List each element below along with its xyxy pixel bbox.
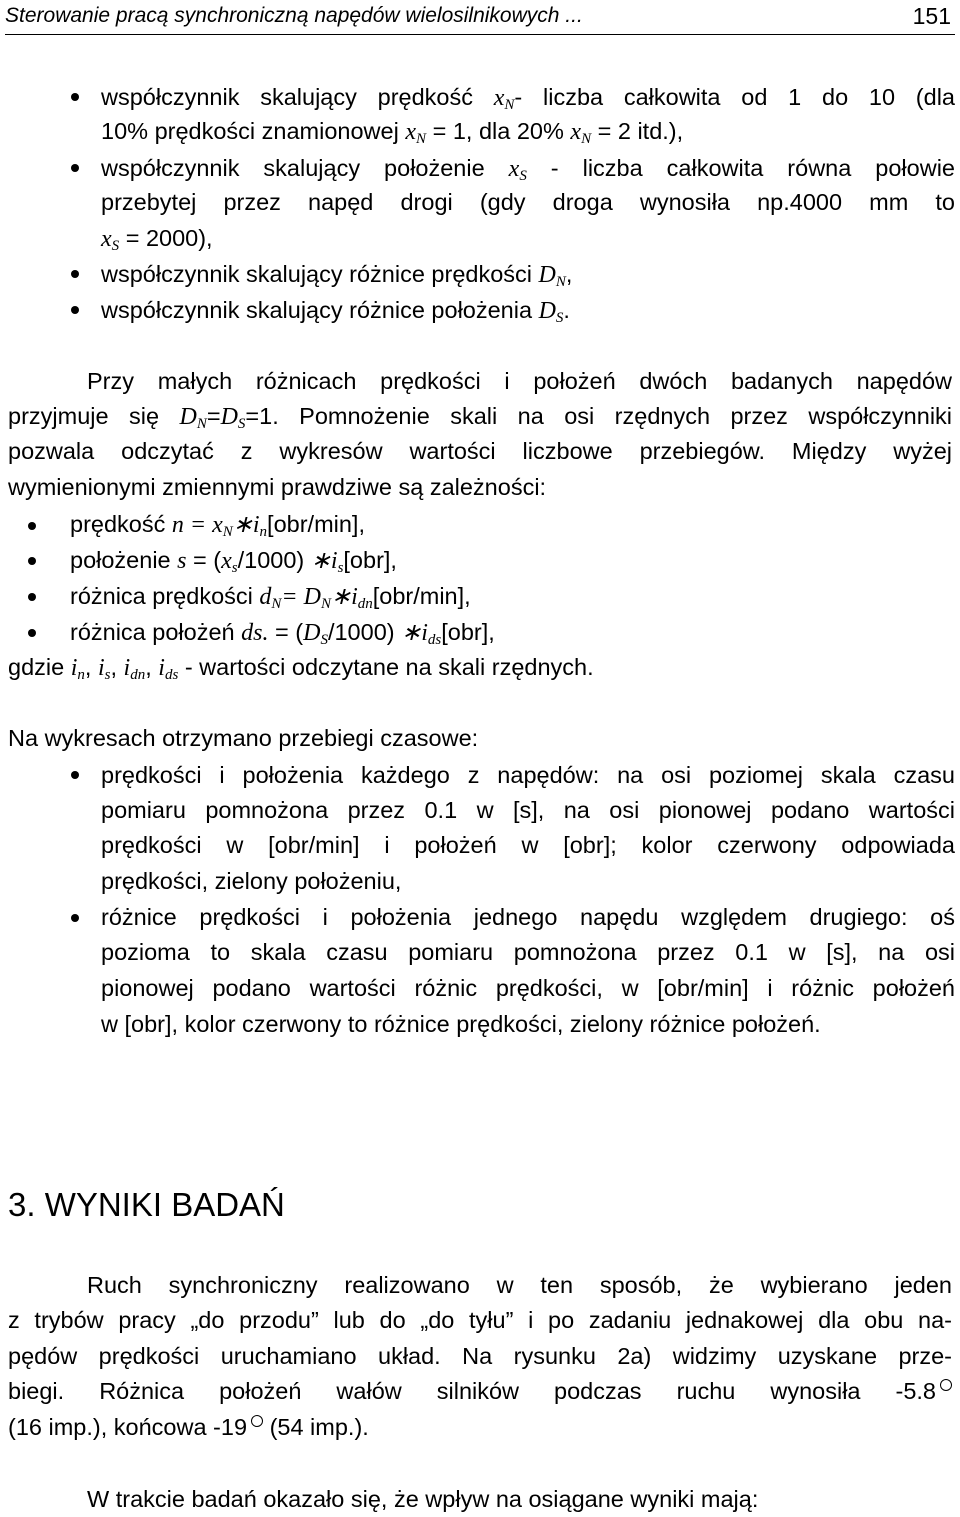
paragraph-line: Na wykresach otrzymano przebiegi czasowe:	[8, 725, 479, 751]
paragraph-line: pozwala odczytać z wykresów wartości liczbowe przebiegów. Między wyżej	[8, 438, 952, 464]
formula-speed: prędkość $n = x_N∗i_n[obr/\min]$,	[70, 511, 365, 540]
paragraph-line: pędów prędkości uruchamiano układ. Na rysunku 2a) widzimy uzyskane prze-	[8, 1343, 952, 1369]
paragraph-line: Ruch synchroniczny realizowano w ten sposób, że wybierano jeden	[87, 1272, 952, 1298]
bullet-dot	[71, 270, 79, 278]
bullet-dot	[71, 306, 79, 314]
paragraph-line: biegi. Różnica położeń wałów silników podczas ruchu wynosiła -5.8	[8, 1376, 952, 1406]
bullet-item-line: różnice prędkości i położenia jednego napędu względem drugiego: oś	[101, 904, 955, 930]
bullet-dot	[71, 914, 79, 922]
formula-position-diff: różnica położeń ds. = $(D_S/1000)$ $∗i_{ds}[obr]$,	[70, 619, 495, 648]
bullet-item-line: $x_S = 2000$),	[101, 225, 213, 254]
bullet-dot	[28, 522, 36, 530]
bullet-item-line: prędkości, zielony położeniu,	[101, 868, 402, 894]
bullet-item-line: pomiaru pomnożona przez 0.1 w [s], na osi pionowej podano wartości	[101, 797, 955, 823]
bullet-item-line: współczynnik skalujący położenie $x_S$ - liczba całkowita równa połowie	[101, 155, 955, 184]
bullet-dot	[28, 593, 36, 601]
formula-speed-diff: różnica prędkości $d_N=$ $D_N∗i_{dn}[obr/\min]$,	[70, 583, 471, 612]
bullet-dot	[71, 93, 79, 101]
bullet-item-line: przebytej przez napęd drogi (gdy droga wynosiła np.4000 mm to	[101, 189, 955, 215]
paragraph-line: (16 imp.), końcowa -19 (54 imp.).	[8, 1414, 369, 1440]
paragraph-line: W trakcie badań okazało się, że wpływ na osiągane wyniki mają:	[87, 1486, 759, 1512]
degree-icon	[251, 1415, 263, 1427]
running-header	[5, 0, 955, 35]
paragraph-line: Przy małych różnicach prędkości i położeń dwóch badanych napędów	[87, 368, 952, 394]
bullet-item-line: prędkości i położenia każdego z napędów: na osi poziomej skala czasu	[101, 762, 955, 788]
bullet-item-line: pozioma to skala czasu pomiaru pomnożona przez 0.1 w [s], na osi	[101, 939, 955, 965]
bullet-item-line: współczynnik skalujący prędkość $x_N-$ liczba całkowita od 1 do 10 (dla	[101, 84, 955, 113]
bullet-item-line: współczynnik skalujący różnice prędkości $D_N$,	[101, 261, 573, 290]
bullet-item-line: pionowej podano wartości różnic prędkości, w [obr/min] i różnic położeń	[101, 975, 955, 1001]
section-heading: 3. WYNIKI BADAŃ	[8, 1186, 285, 1223]
bullet-item-line: w [obr], kolor czerwony to różnice prędkości, zielony różnice położeń.	[101, 1011, 821, 1037]
bullet-dot	[28, 557, 36, 565]
bullet-dot	[71, 164, 79, 172]
running-title: Sterowanie pracą synchroniczną napędów wielosilnikowych ...	[5, 4, 583, 27]
bullet-dot	[28, 629, 36, 637]
paragraph-line: z trybów pracy „do przodu” lub do „do tyłu” i po zadaniu jednakowej dla obu na-	[8, 1307, 952, 1333]
bullet-dot	[71, 771, 79, 779]
bullet-item-line: prędkości w [obr/min] i położeń w [obr]; kolor czerwony odpowiada	[101, 832, 955, 858]
paragraph-line: przyjmuje się $D_N=D_S=1$. Pomnożenie skali na osi rzędnych przez współczynniki	[8, 403, 953, 432]
degree-icon	[940, 1379, 952, 1391]
paragraph-line: wymienionymi zmiennymi prawdziwe są zależności:	[8, 474, 547, 500]
bullet-item-line: współczynnik skalujący różnice położenia $D_S$.	[101, 297, 570, 326]
formula-position: położenie $s = (x_s/1000)$ $∗i_s[obr]$,	[70, 547, 397, 576]
formula-where-line: gdzie $i_n$, $i_s$, $i_{dn}$, $i_{ds}$ - wartości odczytane na skali rzędnych.	[8, 654, 594, 683]
bullet-item-line: 10% prędkości znamionowej $x_N = 1$, dla 20% $x_N = 2$ itd.),	[101, 118, 684, 147]
page-number: 151	[912, 3, 951, 29]
